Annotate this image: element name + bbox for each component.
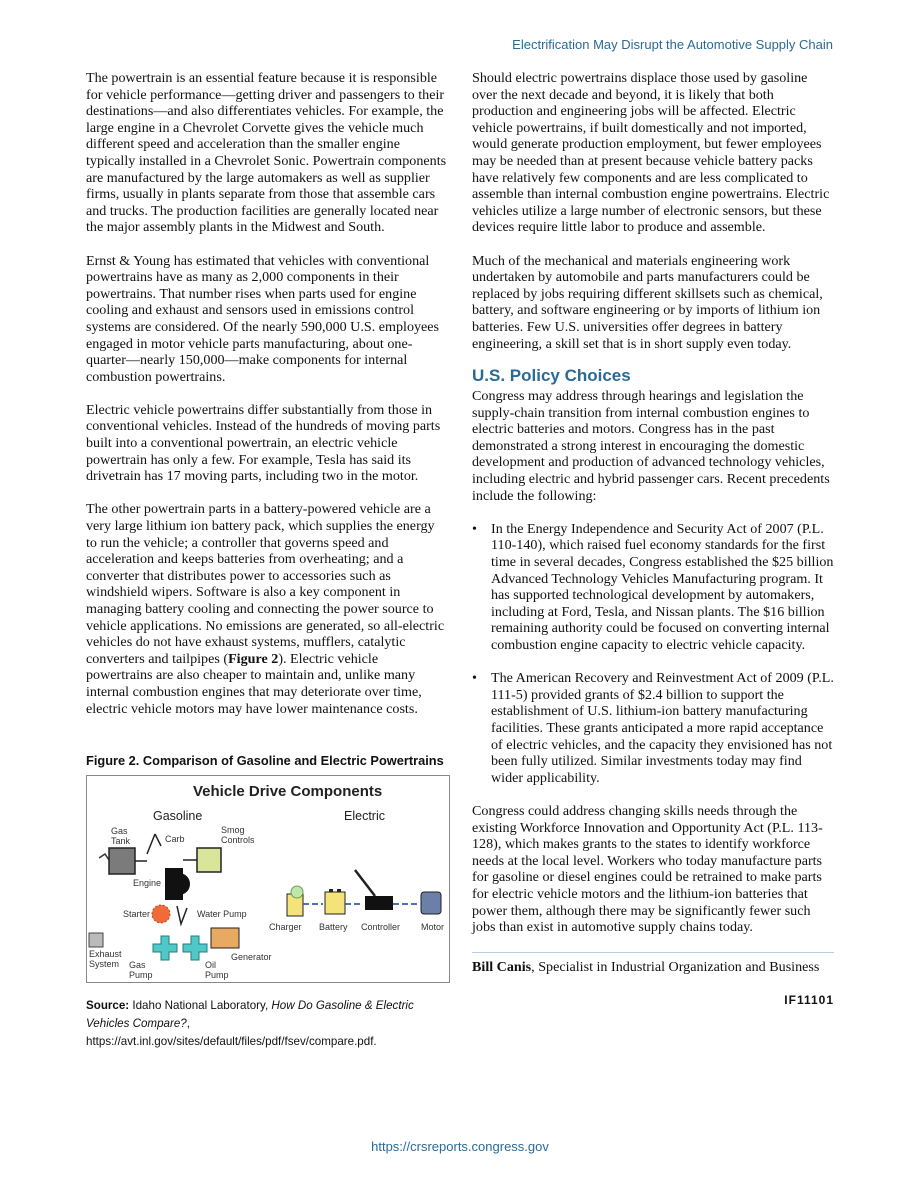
motor-label: Motor [421,922,445,933]
list-item [472,521,834,654]
gas-pump-label: Gas [129,960,146,971]
oil-pump-icon [183,936,207,960]
gas-tank-label: Gas [111,826,128,837]
source-label: Source: [86,999,130,1013]
bullet-icon: • [472,670,477,687]
carb-label: Carb [165,834,185,845]
starter-icon [152,905,170,923]
figure-caption: Figure 2. Comparison of Gasoline and Electric Powertrains [86,753,444,769]
footer-url-link[interactable]: https://crsreports.congress.gov [371,1139,549,1154]
gas-tank-label: Tank [111,836,131,847]
gas-pump-icon [153,936,177,960]
exhaust-system-label: System [89,959,120,970]
controller-label: Controller [361,922,401,933]
diagram-svg [87,776,449,982]
figure-reference: Figure 2 [228,650,279,667]
water-pump-label: Water Pump [197,909,247,920]
body-paragraph: Congress could address changing skills needs through the existing Workforce Innovation and Opportunity Act (P.L. 113-128), which makes grants to the states to identify workforce needs at the local level. Workers who today manufacture parts for gasoline or diesel engines could be retrained to make parts for electric vehicle motors and the lithium-ion batteries that power them, although there may be significantly fewer such jobs than exist in automotive supply chains today. [472,802,823,936]
oil-pump-label: Pump [205,970,229,981]
body-paragraph: Much of the mechanical and materials engineering work undertaken by automobile and parts manufacturers could be replaced by jobs requiring different skillsets such as chemical, battery, and software engineering or by imports of lithium ion batteries. Few U.S. universities offer degrees in battery engineering, a skill set that is in short supply even today. [472,252,823,352]
exhaust-system-label: Exhaust [89,949,122,960]
body-paragraph: Electric vehicle powertrains differ substantially from those in conventional vehicles. Instead of the hundreds of moving parts built into a conventional powertrain, an electric vehicle powertrain has only a few. For example, Tesla has said its drivetrain has 17 moving parts, including two in the motor. [86,401,441,485]
oil-pump-label: Oil [205,960,216,971]
charger-plug-icon [291,886,303,898]
charger-label: Charger [269,922,302,933]
carb-icon [147,834,155,854]
document-id: IF11101 [784,993,834,1008]
electric-heading: Electric [344,809,385,824]
motor-icon [421,892,441,914]
author-byline [472,959,834,976]
source-organization: Idaho National Laboratory, [129,999,272,1013]
water-pump-icon [177,906,187,924]
paragraph-text: The other powertrain parts in a battery-powered vehicle are a very large lithium ion battery pack, which supplies the energy to run the vehicle; a controller that governs speed and acceleration and keeps batteries from overheating; and a converter that distributes power to accessories such as windshield wipers. Software is also a key component in managing battery cooling and connecting the power source to vehicle applications. No emissions are generated, so all-electric vehicles do not have exhaust systems, mufflers, catalytic converters and tailpipes ( [86,501,445,667]
running-header-title: Electrification May Disrupt the Automotive Supply Chain [512,37,833,52]
list-item-text: The American Recovery and Reinvestment Act of 2009 (P.L. 111-5) provided grants of $2.4 billion to support the establishment of U.S. lithium-ion battery manufacturing facilities. These grants anticipated a more rapid acceptance of electric vehicles, and the capacity they envisioned has not been fully utilized. Similar investments today may find wider applicability. [491,670,834,786]
gasoline-heading: Gasoline [153,809,203,824]
smog-controls-label: Controls [221,835,255,846]
diagram-title: Vehicle Drive Components [193,783,383,801]
author-name: Bill Canis [472,959,532,976]
bullet-icon: • [472,520,477,537]
battery-icon [325,892,345,914]
body-paragraph [86,501,448,717]
battery-terminal [329,889,333,892]
controller-icon [365,896,393,910]
carb-linkage [155,834,161,846]
battery-label: Battery [319,922,348,933]
divider [472,952,834,953]
generator-label: Generator [231,952,272,963]
controller-lever-icon [355,870,375,896]
gas-pump-label: Pump [129,970,153,981]
body-paragraph: Ernst & Young has estimated that vehicles with conventional powertrains have as many as 2,000 components in their powertrains. That number rises when parts used for engine cooling and exhaust and sensors used in emissions control systems are considered. Of the nearly 590,000 U.S. employees engaged in motor vehicle parts manufacturing, about one-quarter—nearly 150,000—make components for internal combustion powertrains. [86,252,440,385]
list-item-text: In the Energy Independence and Security Act of 2007 (P.L. 110-140), which raised fuel economy standards for the first time in several decades, Congress established the $25 billion Advanced Technology Vehicles Manufacturing program. It has supported technological development by automakers, including at Ford, Tesla, and Nissan plants. The $16 billion remaining authority could be focused on converting internal combustion engine capacity to electric vehicle capacity. [491,520,834,653]
exhaust-system-icon [89,933,103,947]
body-paragraph: Congress may address through hearings and legislation the supply-chain transition from internal combustion engines to electric batteries and motors. Congress has in the past demonstrated a strong interest in encouraging the domestic development and production of advanced technology vehicles, including electric and hybrid passenger cars. Recent precedents include the following: [472,388,830,504]
precedents-list [472,521,834,787]
gas-tank-icon [109,848,135,874]
fuel-cap-icon [99,854,109,860]
right-column [472,70,834,1009]
source-title: How Do Gasoline & Electric Vehicles Compare? [86,999,414,1031]
smog-controls-label: Smog [221,825,245,836]
figure-source [86,997,448,1051]
smog-controls-icon [197,848,221,872]
author-title: , Specialist in Industrial Organization and Business [531,959,820,976]
powertrain-diagram [86,775,450,983]
body-paragraph: The powertrain is an essential feature because it is responsible for vehicle performance—getting driver and passengers to their destinations—and also differentiates vehicles. For example, the large engine in a Chevrolet Corvette gives the vehicle much different speed and acceleration than the smaller engine typically installed in a Chevrolet Sonic. Powertrain components are manufactured by the large automakers as well as supplier firms, usually in plants separate from those that assemble cars and trucks. The production facilities are generally located near the major assembly plants in the Midwest and South. [86,70,447,236]
engine-label: Engine [133,878,162,889]
section-heading: U.S. Policy Choices [472,366,631,386]
source-url: , https://avt.inl.gov/sites/default/files/pdf/fsev/compare.pdf. [86,1017,377,1049]
body-paragraph: Should electric powertrains displace those used by gasoline over the next decade and beyond, it is likely that both production and engineering jobs will be affected. Electric vehicle powertrains, if built domestically and not imported, would generate production employment, but fewer employees may be needed than at present because vehicle battery packs have relatively few components and are less complicated to assemble than internal combustion engine powertrains. Electric vehicles utilize a large number of electronic sensors, but these devices require little labor to produce and assemble. [472,70,830,236]
left-column [86,70,448,1051]
paragraph-text: ). Electric vehicle powertrains are also cheaper to maintain and, unlike many internal combustion engines that may deteriorate over time, electric vehicle motors may have lower maintenance costs. [86,650,422,717]
engine-flywheel [168,873,190,895]
list-item [472,670,834,786]
starter-label: Starter [123,909,151,920]
generator-icon [211,928,239,948]
battery-terminal [337,889,341,892]
